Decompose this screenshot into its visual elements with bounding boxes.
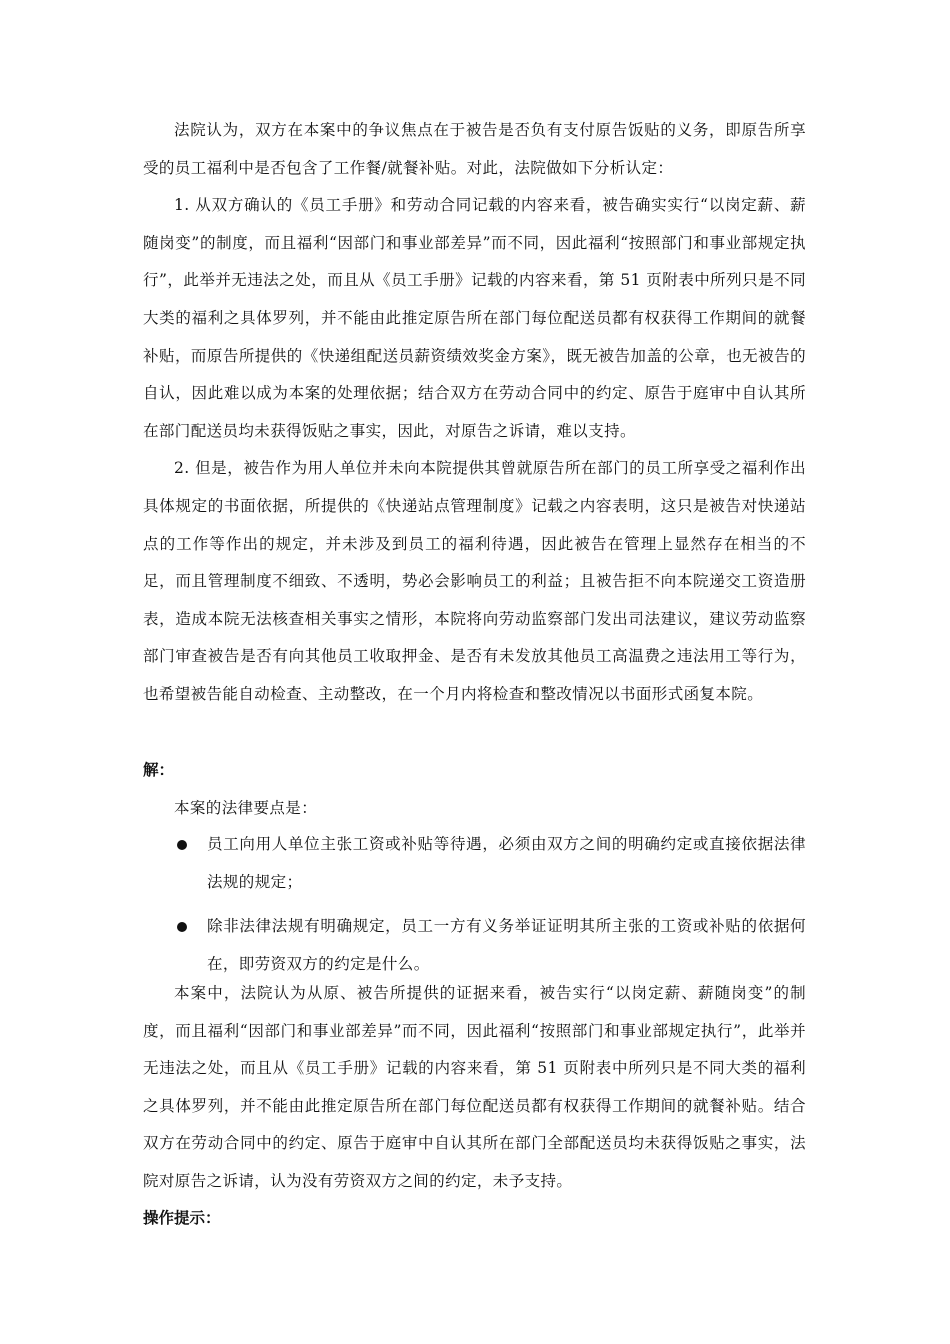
analysis-point-2-paragraph: 2. 但是，被告作为用人单位并未向本院提供其曾就原告所在部门的员工所享受之福利作出具体规定的书面依据，所提供的《快递站点管理制度》记载之内容表明，这只是被告对快递站点的工作等作出的规定，并未涉及到员工的福利待遇，因此被告在管理上显然存在相当的不足，而且管理制度不细致、不透明，势必会影响员工的利益；且被告拒不向本院递交工资造册表，造成本院无法核查相关事实之情形，本院将向劳动监察部门发出司法建议，建议劳动监察部门审查被告是否有向其他员工收取押金、是否有未发放其他员工高温费之违法用工等行为，也希望被告能自动检查、主动整改，在一个月内将检查和整改情况以书面形式函复本院。 <box>143 459 806 703</box>
legal-point-1: 员工向用人单位主张工资或补贴等待遇，必须由双方之间的明确约定或直接依据法律法规的规定； <box>207 835 806 891</box>
list-item <box>143 908 806 983</box>
analysis-point-1-paragraph: 1. 从双方确认的《员工手册》和劳动合同记载的内容来看，被告确实实行“以岗定薪、薪随岗变”的制度，而且福利“因部门和事业部差异”而不同，因此福利“按照部门和事业部规定执行”，此举并无违法之处，而且从《员工手册》记载的内容来看，第 51 页附表中所列只是不同大类的福利之具体罗列，并不能由此推定原告所在部门每位配送员都有权获得工作期间的就餐补贴，而原告所提供的《快递组配送员薪资绩效奖金方案》，既无被告加盖的公章，也无被告的自认，因此难以成为本案的处理依据；结合双方在劳动合同中的约定、原告于庭审中自认其所在部门配送员均未获得饭贴之事实，因此，对原告之诉请，难以支持。 <box>143 196 806 440</box>
court-analysis-section <box>143 112 806 714</box>
legal-point-2: 除非法律法规有明确规定，员工一方有义务举证证明其所主张的工资或补贴的依据何在，即劳资双方的约定是什么。 <box>207 917 806 973</box>
bullet-icon <box>177 840 187 850</box>
list-item <box>143 826 806 901</box>
bullet-icon <box>177 922 187 932</box>
solution-heading: 解： <box>143 761 175 779</box>
solution-intro-block <box>143 790 806 828</box>
legal-points-list <box>143 826 806 990</box>
operation-tips-heading: 操作提示： <box>143 1209 221 1227</box>
solution-intro: 本案的法律要点是： <box>174 799 318 817</box>
summary-section <box>143 975 806 1201</box>
summary-paragraph: 本案中，法院认为从原、被告所提供的证据来看，被告实行“以岗定薪、薪随岗变”的制度，而且福利“因部门和事业部差异”而不同，因此福利“按照部门和事业部规定执行”，此举并无违法之处，而且从《员工手册》记载的内容来看，第 51 页附表中所列只是不同大类的福利之具体罗列，并不能由此推定原告所在部门每位配送员都有权获得工作期间的就餐补贴。结合双方在劳动合同中的约定、原告于庭审中自认其所在部门全部配送员均未获得饭贴之事实，法院对原告之诉请，认为没有劳资双方之间的约定，未予支持。 <box>143 984 806 1190</box>
court-opinion-paragraph: 法院认为，双方在本案中的争议焦点在于被告是否负有支付原告饭贴的义务，即原告所享受的员工福利中是否包含了工作餐/就餐补贴。对此，法院做如下分析认定： <box>143 121 806 177</box>
